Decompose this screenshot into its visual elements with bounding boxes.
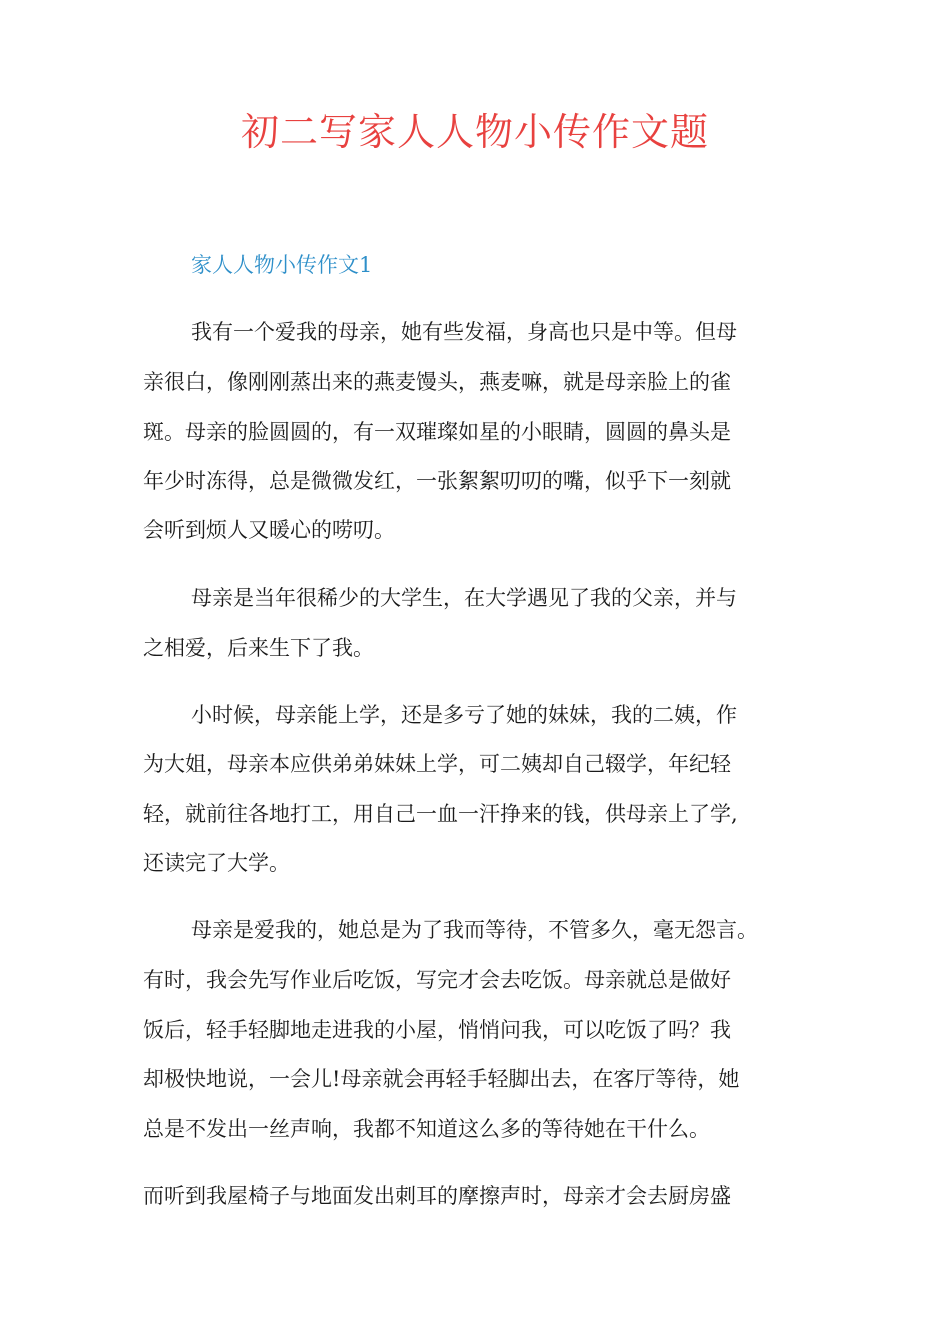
paragraph-line: 年少时冻得，总是微微发红，一张絮絮叨叨的嘴，似乎下一刻就: [143, 469, 731, 493]
paragraph-line: 母亲是当年很稀少的大学生，在大学遇见了我的父亲，并与: [191, 586, 737, 610]
paragraph-line: 轻，就前往各地打工，用自己一血一汗挣来的钱，供母亲上了学,: [143, 802, 738, 826]
paragraph-line: 饭后，轻手轻脚地走进我的小屋，悄悄问我，可以吃饭了吗？我: [143, 1018, 731, 1042]
paragraph-line: 小时候，母亲能上学，还是多亏了她的妹妹，我的二姨，作: [191, 703, 737, 727]
section-heading: 家人人物小传作文1: [191, 253, 373, 277]
paragraph-line: 母亲是爱我的，她总是为了我而等待，不管多久，毫无怨言。: [191, 918, 758, 942]
paragraph-line: 我有一个爱我的母亲，她有些发福，身高也只是中等。但母: [191, 320, 737, 344]
paragraph-line: 有时，我会先写作业后吃饭，写完才会去吃饭。母亲就总是做好: [143, 968, 731, 992]
paragraph-line: 斑。母亲的脸圆圆的，有一双璀璨如星的小眼睛，圆圆的鼻头是: [143, 420, 731, 444]
paragraph-line: 之相爱，后来生下了我。: [143, 636, 374, 660]
paragraph-line: 为大姐，母亲本应供弟弟妹妹上学，可二姨却自己辍学，年纪轻: [143, 752, 731, 776]
paragraph-line: 总是不发出一丝声响，我都不知道这么多的等待她在干什么。: [143, 1117, 710, 1141]
paragraph-line: 还读完了大学。: [143, 851, 290, 875]
document-title: 初二写家人人物小传作文题: [240, 110, 709, 154]
paragraph-line: 而听到我屋椅子与地面发出刺耳的摩擦声时，母亲才会去厨房盛: [143, 1184, 731, 1208]
paragraph-line: 会听到烦人又暖心的唠叨。: [143, 518, 395, 542]
paragraph-line: 亲很白，像刚刚蒸出来的燕麦馒头，燕麦嘛，就是母亲脸上的雀: [143, 370, 731, 394]
paragraph-line: 却极快地说，一会儿!母亲就会再轻手轻脚出去，在客厅等待，她: [143, 1067, 740, 1091]
